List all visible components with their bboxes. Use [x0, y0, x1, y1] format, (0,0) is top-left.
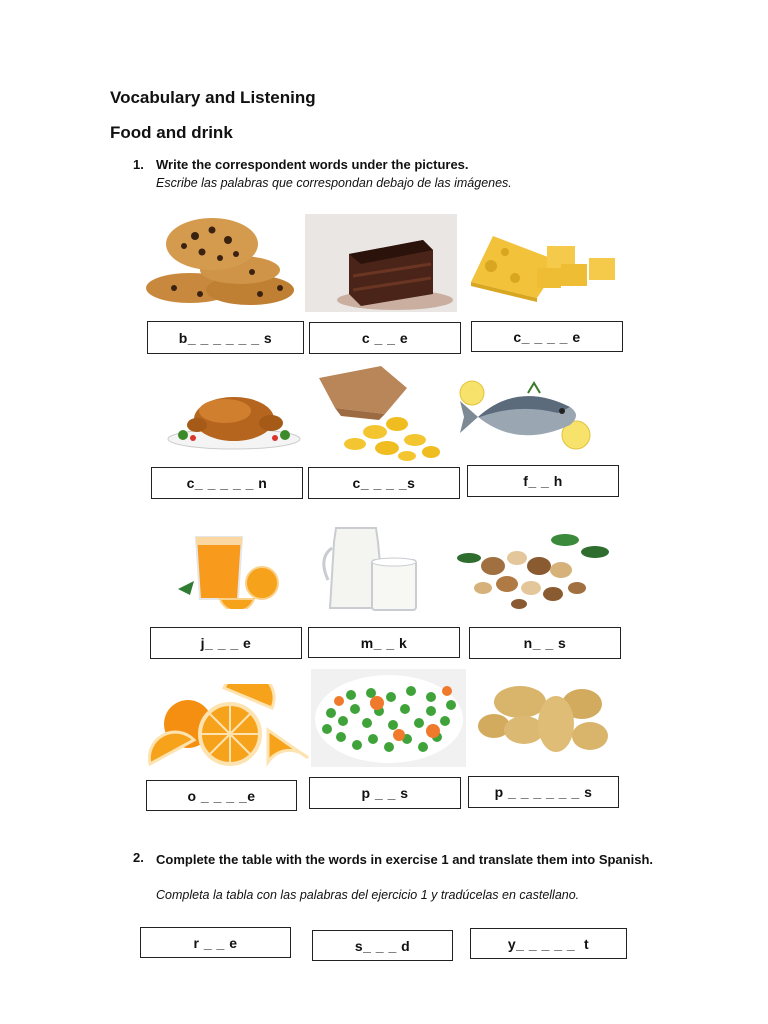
- peas-icon: [311, 669, 466, 767]
- cheese-icon: [465, 222, 623, 304]
- answer-box-salad[interactable]: s_ _ _ d: [312, 930, 453, 961]
- answer-box-cake[interactable]: c _ _ e: [309, 322, 461, 354]
- crisps-icon: [315, 364, 445, 462]
- nuts-icon: [453, 526, 609, 612]
- exercise-1-instruction: Write the correspondent words under the pictures.: [156, 157, 469, 172]
- cookies-icon: [140, 210, 302, 310]
- answer-box-cheese[interactable]: c_ _ _ _ e: [471, 321, 623, 352]
- answer-box-fish[interactable]: f_ _ h: [467, 465, 619, 497]
- fish-icon: [458, 373, 603, 459]
- potatoes-icon: [472, 684, 612, 754]
- answer-box-yoghurt[interactable]: y_ _ _ _ _ t: [470, 928, 627, 959]
- answer-box-rice[interactable]: r _ _ e: [140, 927, 291, 958]
- chocolate-cake-icon: [305, 214, 457, 312]
- topic-heading: Food and drink: [110, 123, 233, 142]
- answer-box-juice[interactable]: j_ _ _ e: [150, 627, 302, 659]
- exercise-2-instruction: Complete the table with the words in exercise 1 and translate them into Spanish.: [156, 852, 653, 867]
- answer-box-peas[interactable]: p _ _ s: [309, 777, 461, 809]
- answer-box-nuts[interactable]: n_ _ s: [469, 627, 621, 659]
- answer-box-milk[interactable]: m_ _ k: [308, 627, 460, 658]
- answer-box-crisps[interactable]: c_ _ _ _s: [308, 467, 460, 499]
- answer-box-biscuits[interactable]: b_ _ _ _ _ _ s: [147, 321, 304, 354]
- answer-box-potatoes[interactable]: p _ _ _ _ _ _ s: [468, 776, 619, 808]
- exercise-1-translation: Escribe las palabras que correspondan debajo de las imágenes.: [156, 176, 512, 190]
- section-heading: Vocabulary and Listening: [110, 88, 316, 107]
- exercise-2-number: 2.: [133, 850, 144, 865]
- orange-juice-icon: [176, 533, 282, 609]
- exercise-2-translation: Completa la tabla con las palabras del ejercicio 1 y tradúcelas en castellano.: [156, 888, 580, 902]
- exercise-1-number: 1.: [133, 157, 144, 172]
- answer-box-oranges[interactable]: o _ _ _ _e: [146, 780, 297, 811]
- oranges-icon: [148, 684, 310, 770]
- answer-box-chicken[interactable]: c_ _ _ _ _ n: [151, 467, 303, 499]
- roast-chicken-icon: [165, 383, 303, 453]
- milk-icon: [318, 524, 422, 614]
